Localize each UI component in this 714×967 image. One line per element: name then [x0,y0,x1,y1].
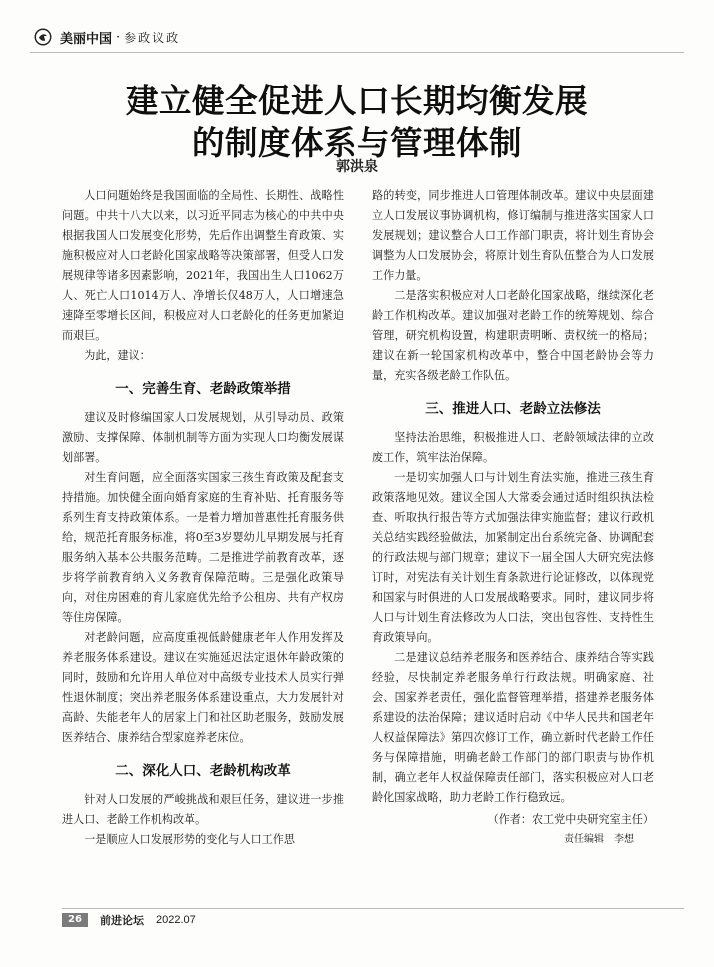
paragraph: 针对人口发展的严峻挑战和艰巨任务，建议进一步推进人口、老龄工作机构改革。 [62,793,344,826]
section-heading: 一、完善生育、老龄政策举措 [115,381,291,397]
paragraph: 人口问题始终是我国面临的全局性、长期性、战略性问题。中共十八大以来，以习近平同志为核心的中共中央根据我国人口发展变化形势，先后作出调整生育政策、实施积极应对人口老龄化国家战略等决策部署，但受人口发展规律等诸多因素影响，2021年，我国出生人口1062万人、死亡人口1014万人、净增长仅48万人，人口增速急速降至零增长区间，积极应对人口老龄化的任务更加紧迫而艰巨。 [62,189,344,342]
paragraph: 对生育问题，应全面落实国家三孩生育政策及配套支持措施。加快健全面向婚育家庭的生育补贴、托育服务等系列生育支持政策体系。一是着力增加普惠性托育服务供给，规范托育服务标准，将0至3岁婴幼儿早期发展与托育服务纳入基本公共服务范畴。二是推进学前教育改革，逐步将学前教育纳入义务教育保障范畴。三是强化政策导向，对住房困难的育儿家庭优先给予公租房、共有产权房等住房保障。 [62,471,344,624]
paragraph: 二是建议总结养老服务和医养结合、康养结合等实践经验，尽快制定养老服务单行行政法规。明确家庭、社会、国家养老责任，强化监督管理举措，搭建养老服务体系建设的法治保障；建议适时启动《中华人民共和国老年人权益保障法》第四次修订工作，确立新时代老龄工作任务与保障措施，明确老龄工作部门的部门职责与协作机制，确立老年人权益保障责任部门，落实积极应对人口老龄化国家战略，助力老龄工作行稳致远。 [372,651,654,804]
page-number: 26 [62,913,88,927]
magazine-logo-icon [34,28,52,46]
page-header [34,27,180,47]
paragraph: 一是切实加强人口与计划生育法实施，推进三孩生育政策落地见效。建议全国人大常委会通过适时组织执法检查、听取执行报告等方式加强法律实施监督；建议行政机关总结实践经验做法，加紧制定出台系统完备、协调配套的行政法规与部门规章；建议下一届全国人大研究宪法修订时，对宪法有关计划生育条款进行论证修改，以体现党和国家与时俱进的人口发展战略要求。同时，建议同步将人口与计划生育法修改为人口法，突出包容性、支持性生育政策导向。 [372,471,654,644]
right-column [372,186,654,850]
section-heading: 三、推进人口、老龄立法修法 [425,401,601,417]
paragraph: 建议及时修编国家人口发展规划，从引导动员、政策激励、支撑保障、体制机制等方面为实现人口均衡发展谋划部署。 [62,411,344,464]
left-column [62,186,344,850]
paragraph: 一是顺应人口发展形势的变化与人口工作思 [84,833,295,846]
column-section: 参政议政 [124,30,181,45]
paragraph: 二是落实积极应对人口老龄化国家战略，继续深化老龄工作机构改革。建议加强对老龄工作的统筹规划、综合管理，研究机构设置，构建职责明晰、责权统一的格局；建议在新一轮国家机构改革中，整合中国老龄协会等力量，充实各级老龄工作队伍。 [372,289,654,382]
section-heading: 二、深化人口、老龄机构改革 [115,763,291,779]
column-brand: 美丽中国 [60,31,113,47]
article-author: 郭洪泉 [336,159,378,175]
paragraph: 坚持法治思维，积极推进人口、老龄领域法律的立改废工作，筑牢法治保障。 [372,431,654,464]
footer-divider [62,908,684,909]
journal-name: 前进论坛 [100,913,144,927]
paragraph: 对老龄问题，应高度重视低龄健康老年人作用发挥及养老服务体系建设。建议在实施延迟法定退休年龄政策的同时，鼓励和允许用人单位对中高级专业技术人员实行弹性退休制度；突出养老服务体系建设重点，大力发展针对高龄、失能老年人的居家上门和社区助老服务，鼓励发展医养结合、康养结合型家庭养老床位。 [62,631,344,744]
editor-credit: 责任编辑 李想 [564,834,634,845]
article-title-line-1: 建立健全促进人口长期均衡发展 [125,82,588,120]
issue-number: 2022.07 [156,913,196,926]
header-separator: · [116,29,121,45]
article-title-line-2: 的制度体系与管理体制 [191,124,522,162]
header-divider [30,52,684,53]
page-footer [62,911,196,928]
author-byline: （作者：农工党中央研究室主任） [487,813,654,826]
paragraph: 路的转变，同步推进人口管理体制改革。建议中央层面建立人口发展议事协调机构，修订编制与推进落实国家人口发展规划；建议整合人口工作部门职责，将计划生育协会调整为人口发展协会，将原计划生育队伍整合为人口发展工作力量。 [372,189,654,282]
paragraph: 为此，建议： [84,349,151,362]
